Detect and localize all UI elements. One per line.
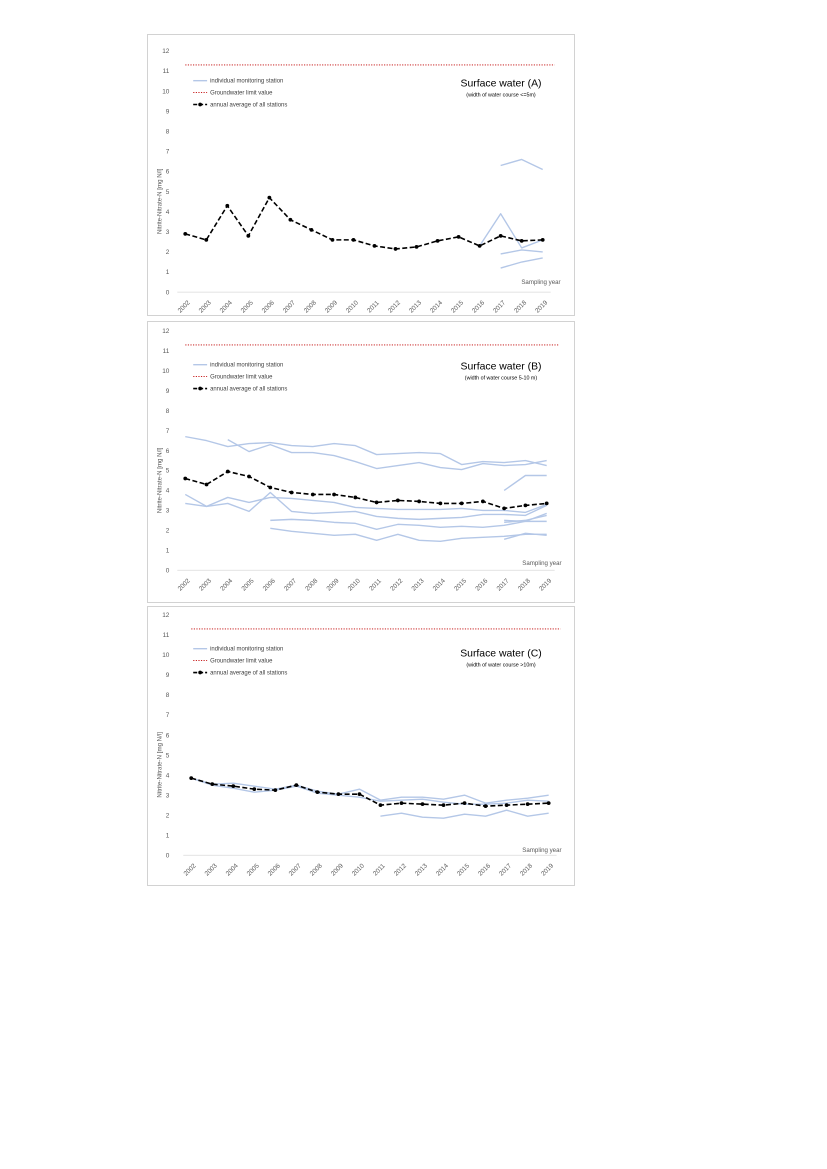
station-line <box>185 437 546 466</box>
chart-panel-c <box>147 606 575 886</box>
x-tick-label: 2014 <box>428 299 445 315</box>
y-tick-label: 2 <box>165 527 170 535</box>
x-tick-labels <box>183 862 556 877</box>
average-point <box>183 477 187 481</box>
x-tick-label: 2012 <box>389 577 405 593</box>
station-series <box>185 437 546 542</box>
average-point <box>499 234 503 238</box>
x-tick-label: 2015 <box>450 299 466 315</box>
x-tick-labels <box>177 577 554 592</box>
x-tick-label: 2013 <box>407 299 424 315</box>
x-tick-label: 2007 <box>282 577 299 593</box>
average-point <box>310 228 314 232</box>
x-tick-label: 2009 <box>329 862 345 878</box>
average-points <box>183 470 548 511</box>
average-point <box>247 475 251 479</box>
y-tick-label: 7 <box>165 427 170 435</box>
station-line <box>504 476 547 491</box>
station-line <box>480 214 543 248</box>
average-point <box>358 792 362 796</box>
legend-label-average: annual average of all stations <box>210 102 288 109</box>
average-point <box>442 803 446 807</box>
average-point <box>204 238 208 242</box>
average-point <box>331 238 335 242</box>
average-point <box>379 803 383 807</box>
chart-title: Surface water (B) <box>460 361 542 373</box>
legend <box>193 363 287 393</box>
average-point <box>460 502 464 506</box>
average-point <box>225 204 229 208</box>
x-tick-label: 2016 <box>476 862 493 878</box>
y-tick-label: 10 <box>162 368 170 376</box>
station-line <box>501 159 543 169</box>
average-point <box>252 787 256 791</box>
average-point <box>417 500 421 504</box>
average-point <box>481 500 485 504</box>
average-point <box>396 499 400 503</box>
y-tick-label: 6 <box>165 168 170 176</box>
average-point <box>353 496 357 500</box>
x-tick-label: 2011 <box>366 299 381 315</box>
x-tick-labels <box>177 299 550 314</box>
legend-marker-average <box>198 103 202 107</box>
x-tick-label: 2005 <box>239 299 255 315</box>
y-tick-label: 0 <box>165 289 170 297</box>
average-point <box>189 776 193 780</box>
average-point <box>337 792 341 796</box>
x-tick-label: 2008 <box>302 299 318 315</box>
legend-label-station: individual monitoring station <box>210 362 284 369</box>
x-tick-label: 2010 <box>344 299 360 315</box>
x-tick-label: 2016 <box>474 577 490 593</box>
x-tick-label: 2011 <box>372 862 387 878</box>
legend <box>193 79 287 109</box>
station-line <box>185 492 546 519</box>
y-tick-label: 8 <box>165 692 170 700</box>
x-tick-label: 2007 <box>287 862 303 878</box>
x-tick-label: 2013 <box>413 862 429 878</box>
y-tick-label: 5 <box>165 467 170 475</box>
y-tick-label: 0 <box>165 567 170 575</box>
station-line <box>270 513 546 529</box>
y-axis-title: Nitrite-Nitrate-N [mg N/l] <box>156 168 164 235</box>
average-line <box>185 198 542 249</box>
x-tick-label: 2002 <box>182 862 198 878</box>
average-point <box>421 802 425 806</box>
y-tick-label: 4 <box>165 208 170 216</box>
chart-a <box>148 35 576 315</box>
station-line <box>501 250 543 254</box>
y-tick-label: 5 <box>165 752 170 760</box>
chart-subtitle: (width of water course <=5m) <box>466 92 536 99</box>
average-point <box>290 491 294 495</box>
average-point <box>505 803 509 807</box>
average-point <box>231 784 235 788</box>
x-tick-label: 2006 <box>261 577 277 593</box>
average-point <box>246 234 250 238</box>
legend-marker-average <box>198 387 202 391</box>
x-tick-label: 2018 <box>519 862 535 878</box>
x-axis-title: Sampling year <box>522 847 562 855</box>
x-tick-label: 2008 <box>308 862 324 878</box>
average-point <box>502 507 506 511</box>
y-tick-label: 8 <box>165 128 170 136</box>
chart-panel-a <box>147 34 575 316</box>
x-tick-label: 2014 <box>431 577 447 593</box>
legend-label-limit: Groundwater limit value <box>210 374 273 381</box>
average-point <box>400 801 404 805</box>
y-tick-label: 6 <box>165 447 170 455</box>
average-point <box>332 493 336 497</box>
average-point <box>526 802 530 806</box>
chart-title: Surface water (C) <box>460 648 542 660</box>
x-tick-label: 2008 <box>304 577 320 593</box>
legend-marker-average <box>198 671 202 675</box>
average-point <box>273 788 277 792</box>
x-tick-label: 2017 <box>498 862 514 878</box>
chart-c <box>148 607 576 885</box>
x-tick-label: 2019 <box>538 577 554 593</box>
x-tick-label: 2018 <box>516 577 532 593</box>
y-tick-label: 11 <box>162 68 170 76</box>
y-tick-label: 7 <box>165 148 170 156</box>
y-tick-label: 2 <box>165 249 170 257</box>
y-tick-label: 8 <box>165 407 170 415</box>
y-tick-label: 1 <box>165 547 170 555</box>
station-series <box>191 778 548 818</box>
average-point <box>375 501 379 505</box>
x-tick-label: 2003 <box>197 299 213 315</box>
x-tick-label: 2002 <box>176 577 192 593</box>
y-tick-label: 12 <box>162 612 170 620</box>
x-tick-label: 2018 <box>513 299 529 315</box>
x-tick-label: 2006 <box>260 299 276 315</box>
average-point <box>294 783 298 787</box>
chart-subtitle: (width of water course >10m) <box>466 662 536 669</box>
y-tick-label: 3 <box>165 229 170 237</box>
average-point <box>520 239 524 243</box>
station-line <box>501 258 543 268</box>
y-tick-label: 9 <box>165 387 170 395</box>
x-axis-title: Sampling year <box>521 279 561 287</box>
x-tick-label: 2012 <box>386 299 403 315</box>
average-point <box>210 782 214 786</box>
legend-label-limit: Groundwater limit value <box>210 658 273 665</box>
x-tick-label: 2004 <box>224 862 240 878</box>
average-point <box>541 238 545 242</box>
average-point <box>394 247 398 251</box>
y-tick-label: 11 <box>162 348 170 356</box>
y-tick-label: 10 <box>162 652 170 660</box>
legend-label-station: individual monitoring station <box>210 646 284 653</box>
x-tick-label: 2004 <box>219 577 235 593</box>
average-point <box>352 238 356 242</box>
average-point <box>545 502 549 506</box>
x-tick-label: 2017 <box>492 299 508 315</box>
x-tick-label: 2009 <box>323 299 339 315</box>
y-tick-label: 6 <box>165 732 170 740</box>
station-line <box>380 810 548 818</box>
y-tick-label: 9 <box>165 672 170 680</box>
x-tick-label: 2012 <box>392 862 408 878</box>
x-tick-label: 2005 <box>245 862 261 878</box>
x-tick-label: 2016 <box>471 299 487 315</box>
y-tick-label: 2 <box>165 812 170 820</box>
average-point <box>524 504 528 508</box>
legend-label-average: annual average of all stations <box>210 670 288 677</box>
x-tick-label: 2007 <box>281 299 297 315</box>
x-tick-label: 2013 <box>410 577 426 593</box>
average-point <box>478 244 482 248</box>
average-point <box>373 244 377 248</box>
average-point <box>205 483 209 487</box>
y-tick-label: 1 <box>165 832 170 840</box>
average-point <box>438 502 442 506</box>
chart-b <box>148 322 576 602</box>
x-tick-label: 2005 <box>240 577 256 593</box>
y-tick-label: 4 <box>165 487 170 495</box>
y-tick-label: 7 <box>165 712 170 720</box>
x-tick-label: 2014 <box>434 862 451 878</box>
average-point <box>415 245 419 249</box>
average-point <box>547 801 551 805</box>
y-tick-label: 5 <box>165 188 170 196</box>
x-tick-label: 2011 <box>368 577 383 593</box>
legend <box>193 647 287 677</box>
y-axis-title: Nitrite-Nitrate-N [mg N/l] <box>156 447 164 514</box>
station-series <box>480 159 543 268</box>
average-points <box>183 196 544 251</box>
average-point <box>289 218 293 222</box>
station-line <box>185 494 546 512</box>
legend-label-average: annual average of all stations <box>210 386 288 393</box>
average-point <box>267 196 271 200</box>
x-tick-label: 2010 <box>350 862 366 878</box>
x-tick-label: 2006 <box>266 862 282 878</box>
y-axis-title: Nitrite-Nitrate-N [mg N/l] <box>156 732 164 798</box>
y-tick-label: 1 <box>165 269 170 277</box>
x-tick-label: 2003 <box>203 862 219 878</box>
x-tick-label: 2003 <box>197 577 214 593</box>
average-point <box>436 239 440 243</box>
x-tick-label: 2004 <box>218 299 234 315</box>
y-tick-label: 12 <box>162 48 170 56</box>
x-tick-label: 2015 <box>453 577 469 593</box>
y-tick-label: 3 <box>165 792 170 800</box>
chart-panel-b <box>147 321 575 603</box>
average-point <box>183 232 187 236</box>
average-point <box>311 493 315 497</box>
x-tick-label: 2010 <box>346 577 362 593</box>
y-tick-label: 4 <box>165 772 170 780</box>
y-tick-label: 0 <box>165 852 170 860</box>
average-point <box>484 804 488 808</box>
average-point <box>463 801 467 805</box>
legend-label-limit: Groundwater limit value <box>210 90 273 97</box>
y-tick-label: 9 <box>165 108 170 116</box>
legend-label-station: individual monitoring station <box>210 78 284 85</box>
y-tick-label: 3 <box>165 507 170 515</box>
y-tick-label: 11 <box>162 632 170 640</box>
x-tick-label: 2019 <box>540 862 556 878</box>
chart-subtitle: (width of water course 5-10 m) <box>464 375 538 382</box>
x-tick-label: 2009 <box>325 577 341 593</box>
x-axis-title: Sampling year <box>522 560 562 568</box>
x-tick-label: 2002 <box>176 299 192 315</box>
average-point <box>457 235 461 239</box>
y-tick-label: 12 <box>162 328 170 336</box>
average-point <box>268 486 272 490</box>
x-tick-label: 2017 <box>495 577 511 593</box>
chart-title: Surface water (A) <box>460 78 542 90</box>
y-tick-label: 10 <box>162 88 170 96</box>
average-line <box>185 472 546 509</box>
x-tick-label: 2015 <box>455 862 472 878</box>
average-point <box>226 470 230 474</box>
x-tick-label: 2019 <box>534 299 550 315</box>
average-point <box>315 790 319 794</box>
